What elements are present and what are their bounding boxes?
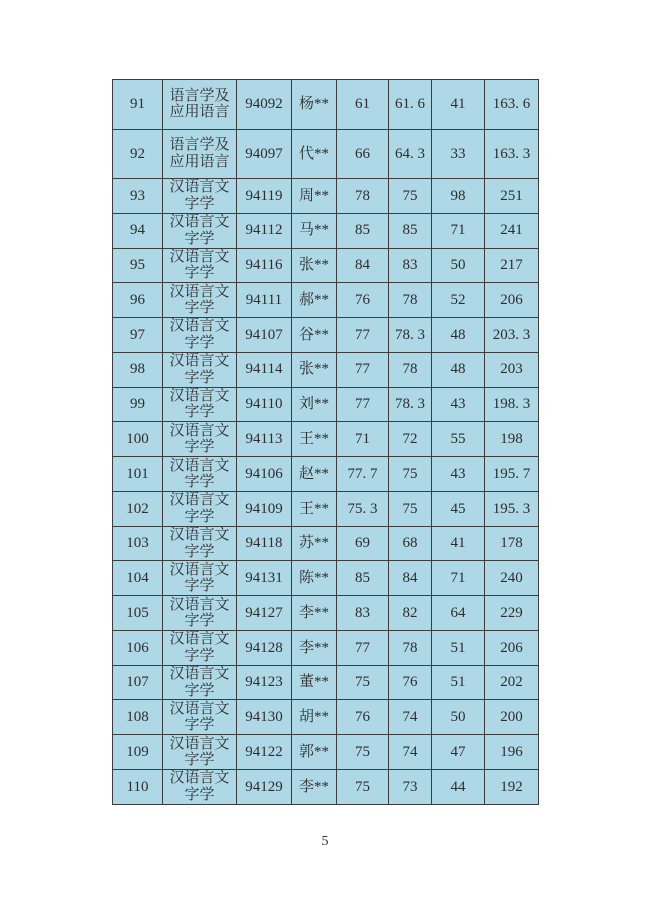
cell-score-1: 77: [337, 630, 389, 665]
cell-row-number: 107: [113, 665, 163, 700]
cell-total: 251: [485, 179, 539, 214]
cell-row-number: 103: [113, 526, 163, 561]
cell-score-2: 75: [389, 457, 432, 492]
cell-name: 谷**: [292, 318, 337, 353]
cell-score-1: 69: [337, 526, 389, 561]
cell-major: 汉语言文字学: [163, 700, 237, 735]
cell-score-2: 76: [389, 665, 432, 700]
cell-score-1: 71: [337, 422, 389, 457]
cell-total: 195. 3: [485, 491, 539, 526]
cell-major: 汉语言文字学: [163, 213, 237, 248]
cell-candidate-number: 94129: [237, 770, 292, 805]
cell-major: 汉语言文字学: [163, 179, 237, 214]
cell-row-number: 93: [113, 179, 163, 214]
cell-score-3: 50: [432, 700, 485, 735]
cell-total: 206: [485, 283, 539, 318]
cell-total: 229: [485, 596, 539, 631]
cell-total: 195. 7: [485, 457, 539, 492]
cell-candidate-number: 94112: [237, 213, 292, 248]
cell-major: 汉语言文字学: [163, 665, 237, 700]
cell-candidate-number: 94111: [237, 283, 292, 318]
cell-score-3: 43: [432, 457, 485, 492]
cell-total: 206: [485, 630, 539, 665]
cell-major: 汉语言文字学: [163, 248, 237, 283]
cell-name: 李**: [292, 770, 337, 805]
cell-score-3: 43: [432, 387, 485, 422]
table-row: [113, 630, 539, 665]
cell-row-number: 102: [113, 491, 163, 526]
table-row: [113, 352, 539, 387]
cell-major: 汉语言文字学: [163, 318, 237, 353]
cell-name: 代**: [292, 129, 337, 179]
table-row: [113, 457, 539, 492]
cell-name: 杨**: [292, 80, 337, 130]
cell-score-1: 83: [337, 596, 389, 631]
cell-score-3: 52: [432, 283, 485, 318]
cell-score-1: 77: [337, 352, 389, 387]
cell-major: 汉语言文字学: [163, 526, 237, 561]
cell-score-2: 74: [389, 700, 432, 735]
table-row: [113, 248, 539, 283]
cell-total: 203. 3: [485, 318, 539, 353]
cell-score-3: 33: [432, 129, 485, 179]
cell-score-3: 50: [432, 248, 485, 283]
cell-candidate-number: 94116: [237, 248, 292, 283]
cell-score-3: 48: [432, 352, 485, 387]
cell-score-2: 74: [389, 735, 432, 770]
cell-score-1: 75: [337, 735, 389, 770]
cell-major: 汉语言文字学: [163, 491, 237, 526]
table-row: [113, 283, 539, 318]
cell-total: 240: [485, 561, 539, 596]
cell-total: 198. 3: [485, 387, 539, 422]
cell-name: 胡**: [292, 700, 337, 735]
cell-candidate-number: 94119: [237, 179, 292, 214]
cell-name: 郭**: [292, 735, 337, 770]
table-row: [113, 491, 539, 526]
cell-candidate-number: 94106: [237, 457, 292, 492]
cell-major: 汉语言文字学: [163, 387, 237, 422]
cell-candidate-number: 94107: [237, 318, 292, 353]
cell-row-number: 105: [113, 596, 163, 631]
cell-score-2: 72: [389, 422, 432, 457]
cell-total: 198: [485, 422, 539, 457]
cell-score-3: 51: [432, 630, 485, 665]
cell-row-number: 92: [113, 129, 163, 179]
cell-score-2: 68: [389, 526, 432, 561]
cell-name: 苏**: [292, 526, 337, 561]
cell-total: 163. 6: [485, 80, 539, 130]
cell-score-2: 78: [389, 283, 432, 318]
cell-total: 203: [485, 352, 539, 387]
cell-row-number: 109: [113, 735, 163, 770]
cell-score-1: 75: [337, 770, 389, 805]
cell-row-number: 100: [113, 422, 163, 457]
table-row: [113, 422, 539, 457]
cell-major: 汉语言文字学: [163, 283, 237, 318]
cell-score-2: 85: [389, 213, 432, 248]
table-row: [113, 735, 539, 770]
cell-candidate-number: 94131: [237, 561, 292, 596]
cell-name: 王**: [292, 491, 337, 526]
cell-score-3: 71: [432, 561, 485, 596]
cell-row-number: 108: [113, 700, 163, 735]
cell-major: 汉语言文字学: [163, 596, 237, 631]
cell-score-1: 76: [337, 700, 389, 735]
cell-row-number: 95: [113, 248, 163, 283]
cell-candidate-number: 94109: [237, 491, 292, 526]
cell-major: 汉语言文字学: [163, 422, 237, 457]
cell-total: 241: [485, 213, 539, 248]
cell-score-2: 78. 3: [389, 318, 432, 353]
cell-row-number: 96: [113, 283, 163, 318]
cell-score-3: 51: [432, 665, 485, 700]
cell-candidate-number: 94110: [237, 387, 292, 422]
cell-candidate-number: 94113: [237, 422, 292, 457]
cell-score-3: 44: [432, 770, 485, 805]
cell-score-2: 73: [389, 770, 432, 805]
table-row: [113, 561, 539, 596]
cell-score-1: 61: [337, 80, 389, 130]
cell-score-3: 47: [432, 735, 485, 770]
cell-row-number: 101: [113, 457, 163, 492]
cell-major: 汉语言文字学: [163, 735, 237, 770]
cell-score-3: 41: [432, 80, 485, 130]
cell-name: 马**: [292, 213, 337, 248]
cell-major: 汉语言文字学: [163, 457, 237, 492]
cell-major: 汉语言文字学: [163, 561, 237, 596]
cell-total: 178: [485, 526, 539, 561]
page-number: 5: [321, 834, 329, 849]
cell-row-number: 97: [113, 318, 163, 353]
cell-total: 217: [485, 248, 539, 283]
cell-name: 王**: [292, 422, 337, 457]
cell-name: 刘**: [292, 387, 337, 422]
cell-score-3: 55: [432, 422, 485, 457]
cell-row-number: 110: [113, 770, 163, 805]
cell-score-1: 75. 3: [337, 491, 389, 526]
cell-name: 董**: [292, 665, 337, 700]
cell-score-2: 84: [389, 561, 432, 596]
cell-score-2: 83: [389, 248, 432, 283]
cell-total: 163. 3: [485, 129, 539, 179]
table-row: [113, 596, 539, 631]
table-row: [113, 80, 539, 130]
cell-candidate-number: 94130: [237, 700, 292, 735]
cell-candidate-number: 94127: [237, 596, 292, 631]
cell-major: 语言学及应用语言: [163, 129, 237, 179]
cell-score-2: 82: [389, 596, 432, 631]
score-table: [112, 79, 539, 805]
cell-total: 192: [485, 770, 539, 805]
cell-name: 李**: [292, 630, 337, 665]
table-row: [113, 700, 539, 735]
cell-major: 汉语言文字学: [163, 770, 237, 805]
cell-score-1: 85: [337, 561, 389, 596]
cell-score-1: 84: [337, 248, 389, 283]
cell-row-number: 94: [113, 213, 163, 248]
cell-total: 200: [485, 700, 539, 735]
cell-score-1: 78: [337, 179, 389, 214]
cell-score-2: 75: [389, 491, 432, 526]
cell-score-1: 77: [337, 318, 389, 353]
cell-major: 汉语言文字学: [163, 630, 237, 665]
cell-candidate-number: 94092: [237, 80, 292, 130]
cell-major: 汉语言文字学: [163, 352, 237, 387]
cell-total: 202: [485, 665, 539, 700]
cell-score-2: 75: [389, 179, 432, 214]
cell-candidate-number: 94128: [237, 630, 292, 665]
cell-score-1: 77: [337, 387, 389, 422]
cell-candidate-number: 94122: [237, 735, 292, 770]
cell-score-1: 75: [337, 665, 389, 700]
table-row: [113, 387, 539, 422]
cell-name: 张**: [292, 352, 337, 387]
cell-candidate-number: 94118: [237, 526, 292, 561]
cell-name: 李**: [292, 596, 337, 631]
cell-score-1: 66: [337, 129, 389, 179]
cell-score-2: 61. 6: [389, 80, 432, 130]
table-row: [113, 526, 539, 561]
cell-score-3: 45: [432, 491, 485, 526]
cell-name: 陈**: [292, 561, 337, 596]
cell-row-number: 106: [113, 630, 163, 665]
cell-row-number: 99: [113, 387, 163, 422]
cell-score-3: 41: [432, 526, 485, 561]
cell-total: 196: [485, 735, 539, 770]
cell-score-3: 48: [432, 318, 485, 353]
cell-row-number: 91: [113, 80, 163, 130]
cell-name: 赵**: [292, 457, 337, 492]
cell-name: 周**: [292, 179, 337, 214]
table-row: [113, 129, 539, 179]
cell-major: 语言学及应用语言: [163, 80, 237, 130]
cell-row-number: 98: [113, 352, 163, 387]
cell-score-1: 85: [337, 213, 389, 248]
cell-score-2: 78: [389, 630, 432, 665]
table-row: [113, 179, 539, 214]
cell-score-2: 78. 3: [389, 387, 432, 422]
table-row: [113, 665, 539, 700]
table-row: [113, 213, 539, 248]
table-row: [113, 770, 539, 805]
table-row: [113, 318, 539, 353]
cell-candidate-number: 94097: [237, 129, 292, 179]
cell-score-3: 71: [432, 213, 485, 248]
cell-score-1: 76: [337, 283, 389, 318]
cell-name: 张**: [292, 248, 337, 283]
cell-score-3: 98: [432, 179, 485, 214]
cell-name: 郝**: [292, 283, 337, 318]
cell-score-2: 64. 3: [389, 129, 432, 179]
cell-row-number: 104: [113, 561, 163, 596]
cell-candidate-number: 94114: [237, 352, 292, 387]
cell-score-2: 78: [389, 352, 432, 387]
cell-candidate-number: 94123: [237, 665, 292, 700]
score-table-body: [113, 80, 539, 805]
cell-score-3: 64: [432, 596, 485, 631]
cell-score-1: 77. 7: [337, 457, 389, 492]
